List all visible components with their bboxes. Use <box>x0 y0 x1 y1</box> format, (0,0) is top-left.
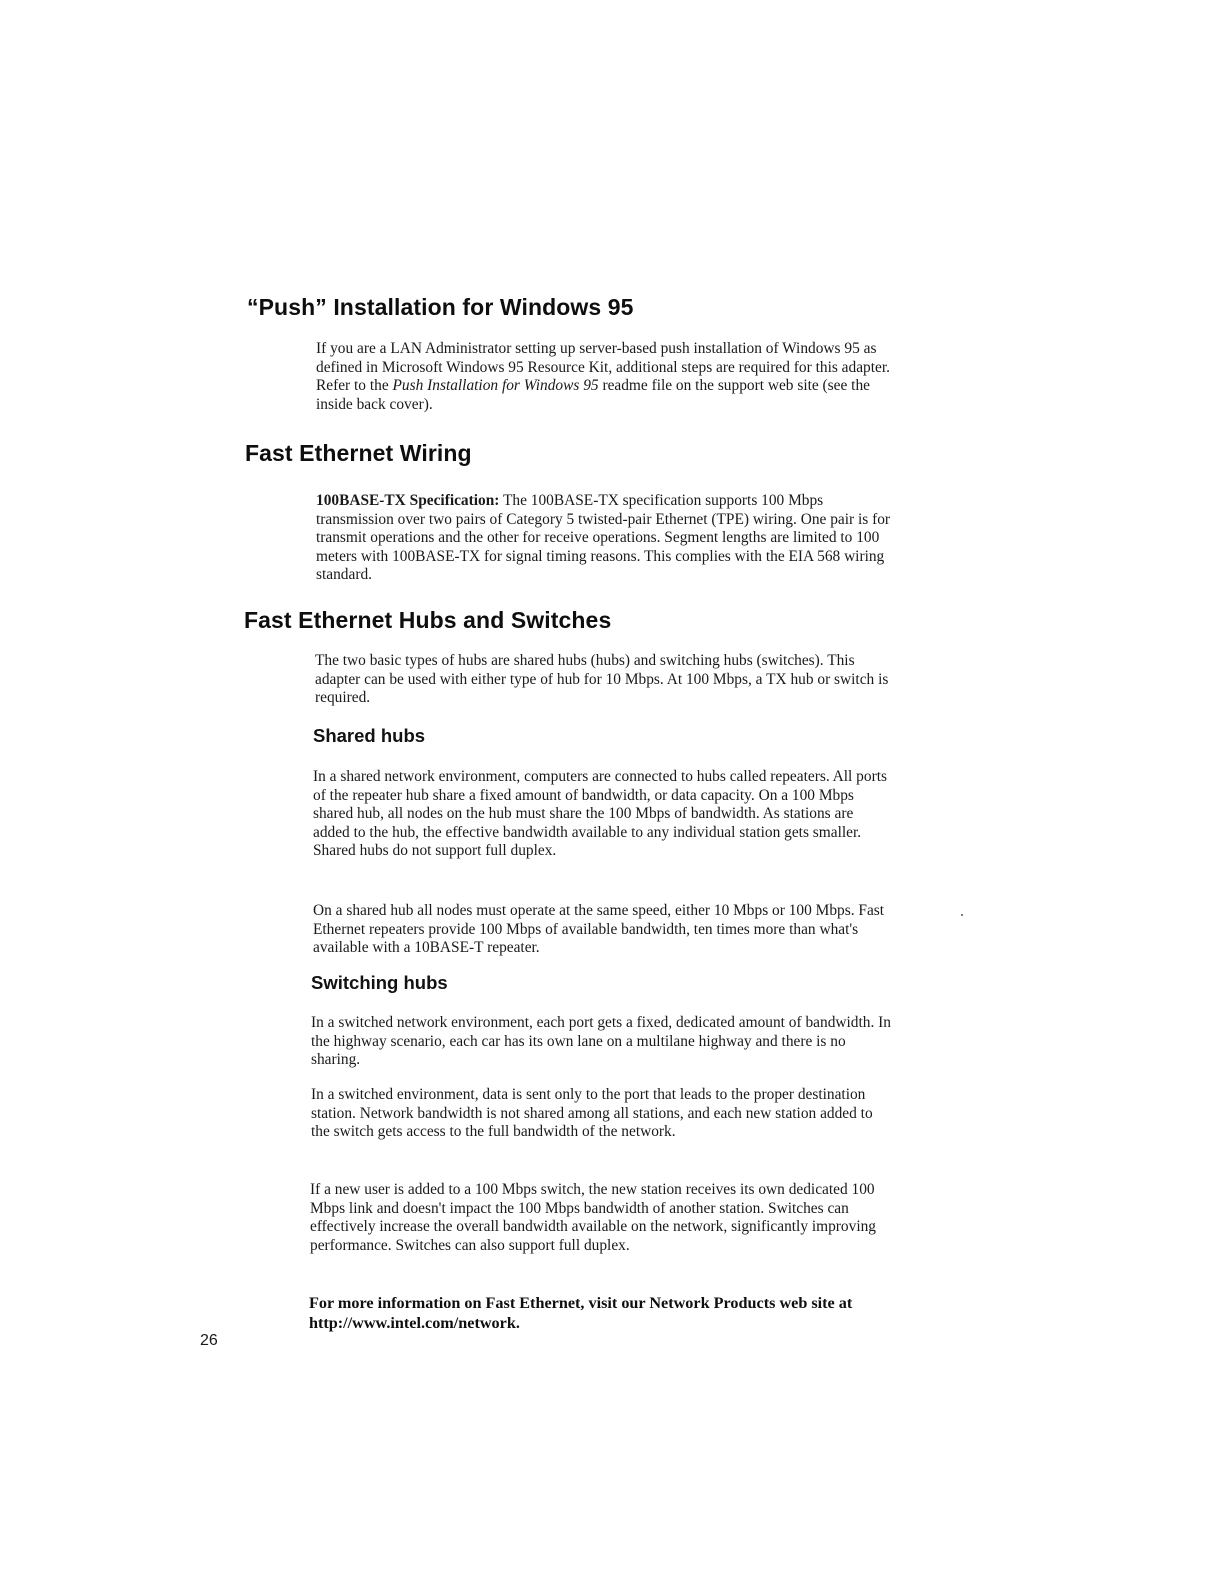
subheading-switching-hubs: Switching hubs <box>311 972 448 993</box>
spec-label: 100BASE-TX Specification: <box>316 492 500 509</box>
paragraph-switching-hubs-1: In a switched network environment, each port gets a fixed, dedicated amount of bandwidth. In the highway scenario, each car has its own lane on a multilane highway and there is no sharing. <box>311 1014 891 1069</box>
heading-hubs-and-switches: Fast Ethernet Hubs and Switches <box>244 607 612 633</box>
paragraph-switching-hubs-2: In a switched environment, data is sent only to the port that leads to the proper destination station. Network bandwidth is not shared among all stations, and each new station added to the switch gets access to the full bandwidth of the network. <box>311 1086 873 1141</box>
heading-push-installation: “Push” Installation for Windows 95 <box>247 294 634 320</box>
push-text-after: readme file on the support web site (see the inside back cover). <box>316 377 870 413</box>
closing-note-web-site: For more information on Fast Ethernet, visit our Network Products web site at http://www.intel.com/network. <box>309 1294 853 1332</box>
page-number: 26 <box>200 1332 218 1349</box>
paragraph-shared-hubs-2: On a shared hub all nodes must operate at the same speed, either 10 Mbps or 100 Mbps. Fast Ethernet repeaters provide 100 Mbps of available bandwidth, ten times more than what's available with a 10BASE-T repeater. <box>313 902 885 957</box>
paragraph-switching-hubs-3: If a new user is added to a 100 Mbps switch, the new station receives its own dedicated 100 Mbps link and doesn't impact the 100 Mbps bandwidth of another station. Switches can effectively increase the overall bandwidth available on the network, significantly improving performance. Switches can also support full duplex. <box>310 1181 876 1254</box>
paragraph-shared-hubs-1: In a shared network environment, computers are connected to hubs called repeaters. All ports of the repeater hub share a fixed amount of bandwidth, or data capacity. On a 100 Mbps shared hub, all nodes on the hub must share the 100 Mbps of bandwidth. As stations are added to the hub, the effective bandwidth available to any individual station gets smaller. Shared hubs do not support full duplex. <box>313 768 887 860</box>
paragraph-hubs-intro: The two basic types of hubs are shared hubs (hubs) and switching hubs (switches). This adapter can be used with either type of hub for 10 Mbps. At 100 Mbps, a TX hub or switch is required. <box>315 652 889 707</box>
push-readme-title: Push Installation for Windows 95 <box>392 377 599 395</box>
heading-fast-ethernet-wiring: Fast Ethernet Wiring <box>245 440 472 466</box>
paragraph-push-installation <box>316 340 896 414</box>
spec-text: The 100BASE-TX specification supports 100 Mbps transmission over two pairs of Category 5 twisted-pair Ethernet (TPE) wiring. One pair is for transmit operations and the other for receive operations. Segment lengths are limited to 100 meters with 100BASE-TX for signal timing reasons. This complies with the EIA 568 wiring standard. <box>316 492 891 584</box>
scan-speck <box>961 914 963 916</box>
subheading-shared-hubs: Shared hubs <box>313 725 426 746</box>
push-text-before: If you are a LAN Administrator setting up server-based push installation of Windows 95 as defined in Microsoft Windows 95 Resource Kit, additional steps are required for this adapter. Refer to the <box>316 340 890 395</box>
paragraph-100basetx-spec <box>316 492 896 585</box>
